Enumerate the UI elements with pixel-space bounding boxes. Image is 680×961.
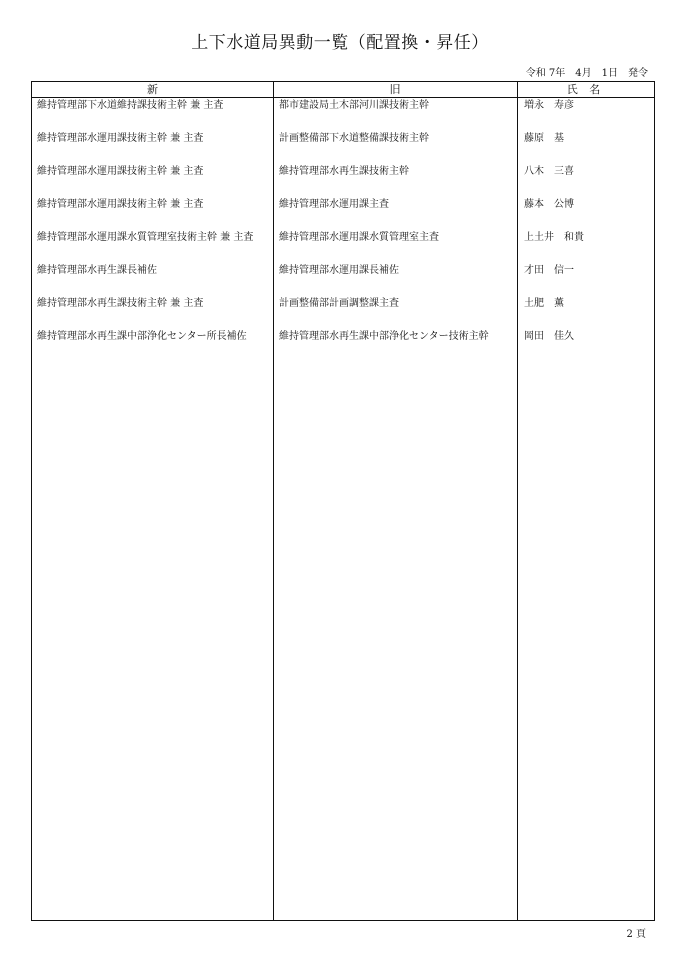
new-position: 維持管理部水運用課技術主幹 兼 主査 (37, 133, 204, 144)
old-position: 維持管理部水再生課技術主幹 (279, 166, 409, 177)
table-row (32, 329, 654, 362)
person-name: 藤原 基 (524, 133, 564, 144)
header-name: 氏 名 (566, 83, 605, 96)
old-position: 計画整備部下水道整備課技術主幹 (279, 133, 429, 144)
old-position: 維持管理部水運用課長補佐 (279, 265, 399, 276)
header-old: 旧 (389, 83, 401, 96)
person-name: 岡田 佳久 (524, 331, 574, 342)
old-position: 維持管理部水再生課中部浄化センター技術主幹 (279, 331, 489, 342)
table-row (32, 164, 654, 197)
table-row (32, 197, 654, 230)
table-row (32, 230, 654, 263)
table-row (32, 98, 654, 131)
old-position: 都市建設局土木部河川課技術主幹 (279, 100, 429, 111)
person-name: 八木 三喜 (524, 166, 574, 177)
new-position: 維持管理部水再生課長補佐 (37, 265, 157, 276)
table-row (32, 263, 654, 296)
new-position: 維持管理部水運用課水質管理室技術主幹 兼 主査 (37, 232, 254, 243)
personnel-table (31, 81, 655, 921)
new-position: 維持管理部水運用課技術主幹 兼 主査 (37, 199, 204, 210)
new-position: 維持管理部下水道維持課技術主幹 兼 主査 (37, 100, 224, 111)
person-name: 土肥 薫 (524, 298, 564, 309)
person-name: 増永 寿彦 (524, 100, 574, 111)
header-new: 新 (147, 83, 158, 96)
new-position: 維持管理部水再生課中部浄化センター所長補佐 (37, 331, 247, 342)
old-position: 維持管理部水運用課主査 (279, 199, 389, 210)
table-row (32, 131, 654, 164)
old-position: 維持管理部水運用課水質管理室主査 (279, 232, 439, 243)
table-header (32, 82, 654, 98)
new-position: 維持管理部水再生課技術主幹 兼 主査 (37, 298, 204, 309)
person-name: 上土井 和貴 (524, 232, 584, 243)
person-name: 藤本 公博 (524, 199, 574, 210)
issue-date: 令和 7年 4月 1日 発令 (525, 68, 648, 79)
table-body (32, 98, 654, 362)
new-position: 維持管理部水運用課技術主幹 兼 主査 (37, 166, 204, 177)
document-title: 上下水道局異動一覧（配置換・昇任） (191, 33, 489, 53)
person-name: 才田 信一 (524, 265, 574, 276)
page-number: 2 頁 (626, 929, 646, 940)
old-position: 計画整備部計画調整課主査 (279, 298, 399, 309)
table-row (32, 296, 654, 329)
